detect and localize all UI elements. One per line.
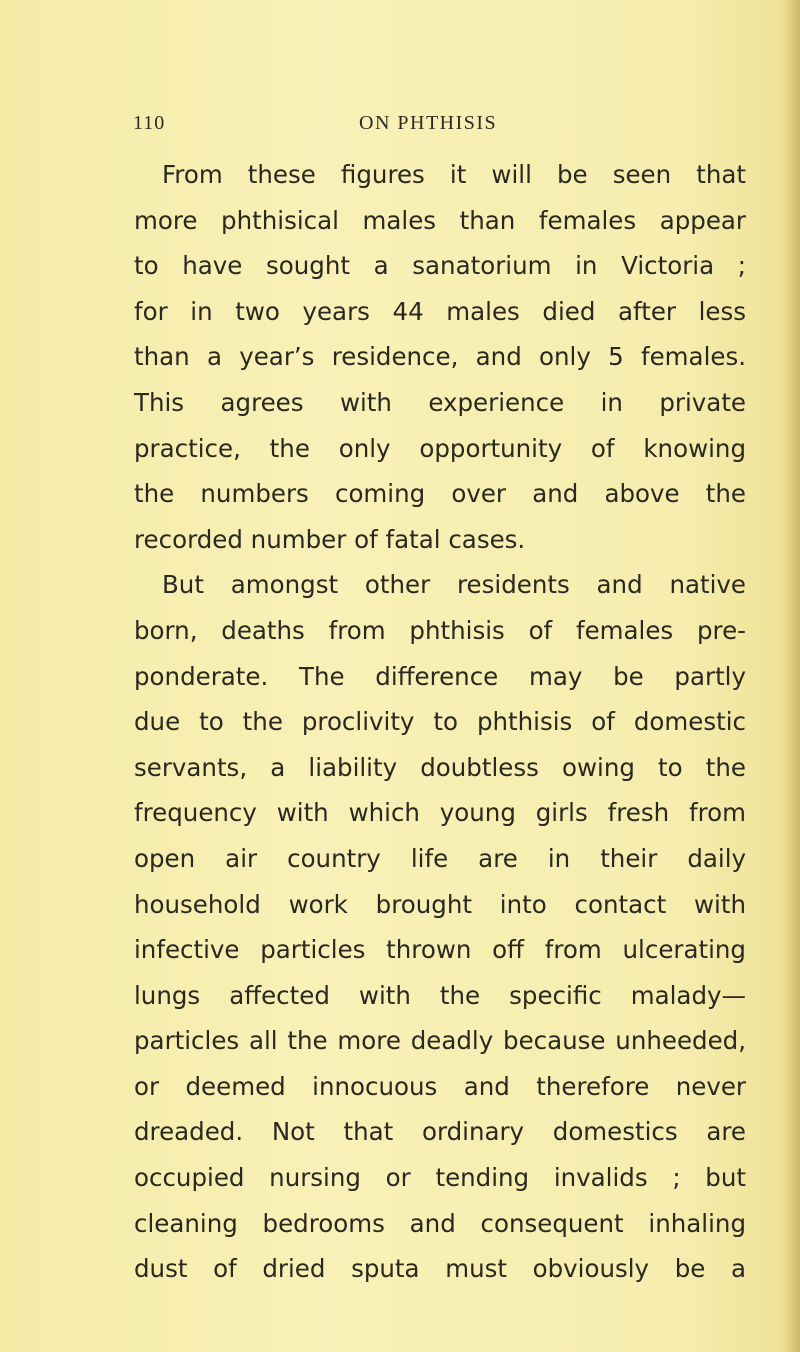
text-line: occupied nursing or tending invalids ; but <box>134 1163 746 1193</box>
text-line: household work brought into contact with <box>134 889 746 919</box>
body-text <box>134 152 746 1292</box>
text-line: This agrees with experience in private <box>134 387 746 417</box>
text-line: more phthisical males than females appear <box>134 205 746 235</box>
text-line: frequency with which young girls fresh from <box>134 798 746 828</box>
text-line: lungs affected with the specific malady— <box>134 980 746 1010</box>
text-line: to have sought a sanatorium in Victoria ; <box>134 251 746 281</box>
text-line: cleaning bedrooms and consequent inhaling <box>134 1208 746 1238</box>
page-edge-shadow <box>786 0 800 1352</box>
text-line: born, deaths from phthisis of females pre- <box>134 615 746 645</box>
running-title: ON PHTHISIS <box>359 112 498 134</box>
text-line: ponderate. The difference may be partly <box>134 661 746 691</box>
text-line: the numbers coming over and above the <box>134 479 746 509</box>
text-line: dreaded. Not that ordinary domestics are <box>134 1117 746 1147</box>
text-line: infective particles thrown off from ulcerating <box>134 935 746 965</box>
page-number: 110 <box>133 112 166 134</box>
text-line: practice, the only opportunity of knowing <box>134 433 746 463</box>
text-line: due to the proclivity to phthisis of domestic <box>134 707 746 737</box>
text-line: But amongst other residents and native <box>162 570 746 600</box>
text-line: dust of dried sputa must obviously be a <box>134 1254 746 1284</box>
text-line: particles all the more deadly because unheeded, <box>134 1026 746 1056</box>
text-line: recorded number of fatal cases. <box>134 524 526 554</box>
text-line: servants, a liability doubtless owing to the <box>134 752 746 782</box>
text-line: From these figures it will be seen that <box>162 160 746 189</box>
running-head <box>133 112 513 142</box>
text-line: for in two years 44 males died after less <box>134 296 746 326</box>
text-line: open air country life are in their daily <box>134 843 746 873</box>
text-line: or deemed innocuous and therefore never <box>134 1071 746 1101</box>
text-line: than a year’s residence, and only 5 females. <box>134 342 746 372</box>
